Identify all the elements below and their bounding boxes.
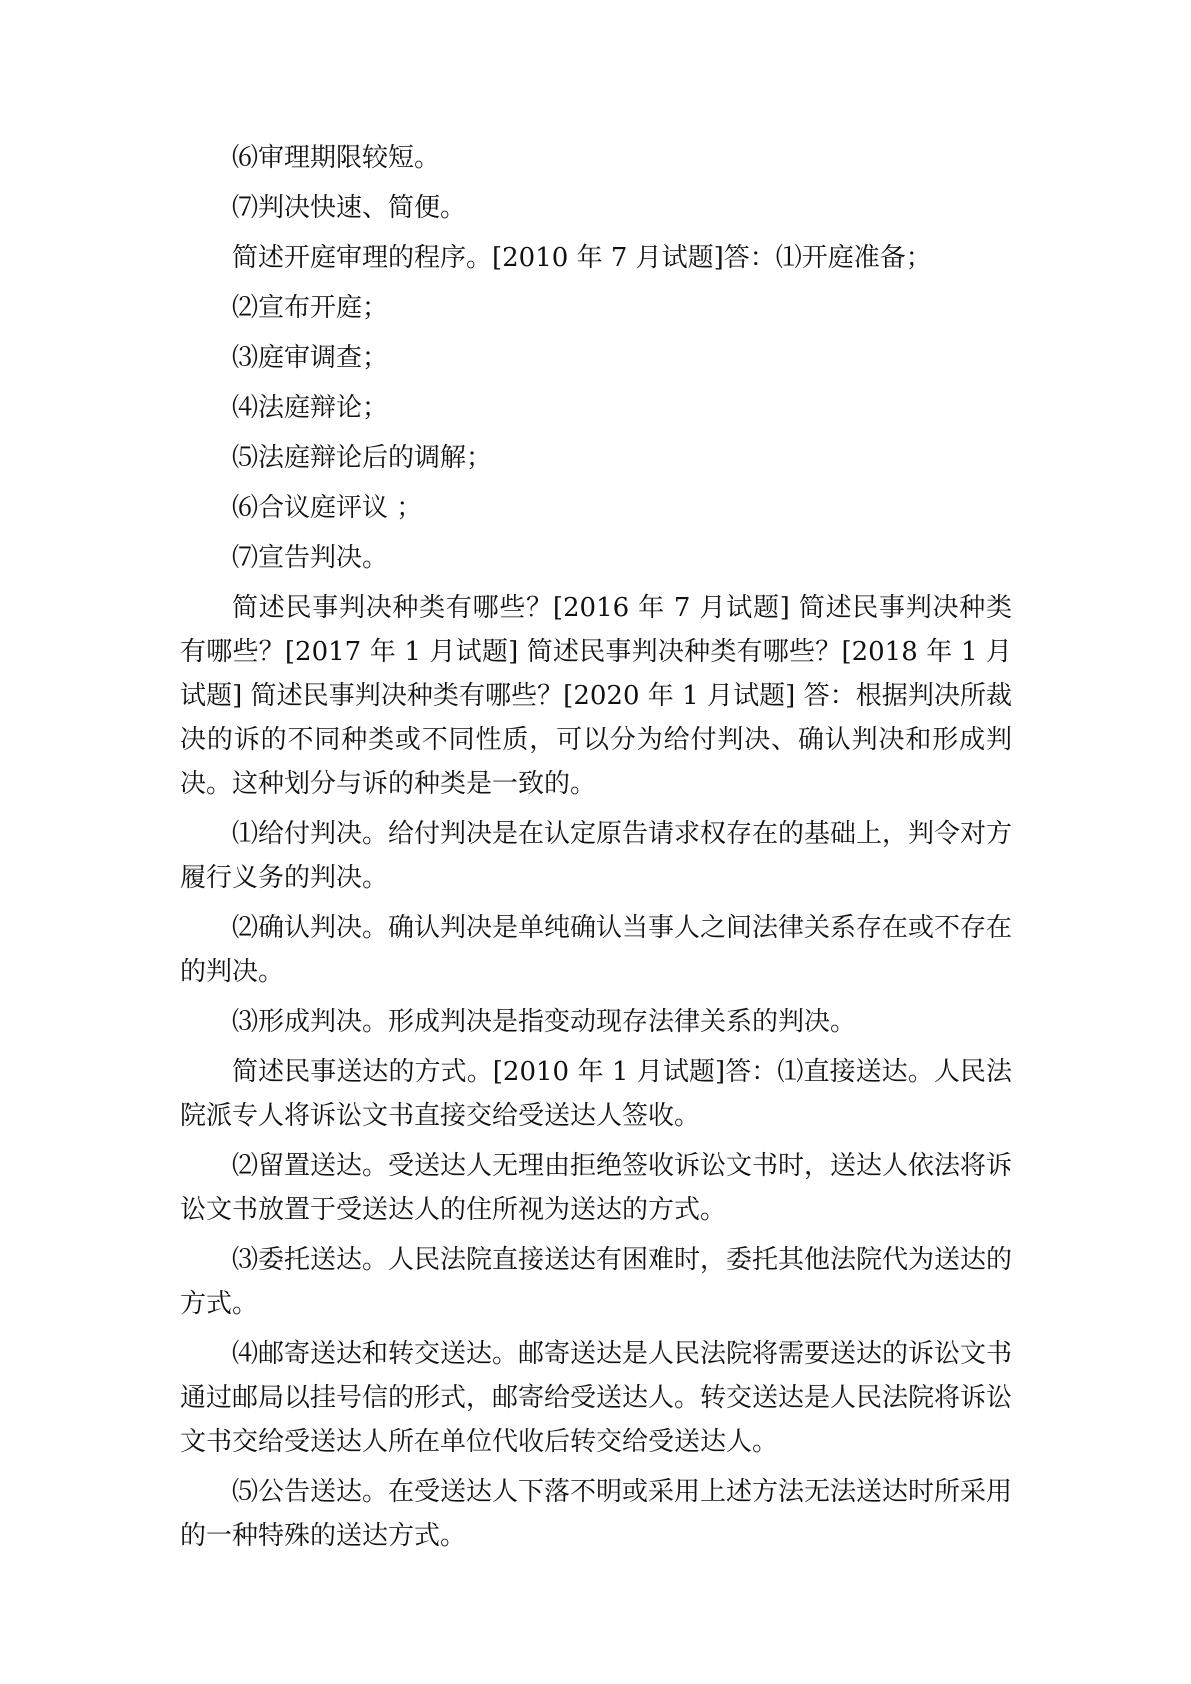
paragraph-9: ⑺宣告判决。: [232, 543, 389, 573]
paragraph-3: 简述开庭审理的程序。[2010 年 7 月试题]答：⑴开庭准备；: [232, 243, 932, 273]
paragraph-5: ⑶庭审调查；: [232, 343, 389, 373]
paragraph-12: ⑵确认判决。确认判决是单纯确认当事人之间法律关系存在或不存在的判决。: [180, 913, 1013, 987]
paragraph-6: ⑷法庭辩论；: [232, 393, 389, 423]
paragraph-11: ⑴给付判决。给付判决是在认定原告请求权存在的基础上，判令对方履行义务的判决。: [180, 819, 1013, 893]
paragraph-10: 简述民事判决种类有哪些？[2016 年 7 月试题] 简述民事判决种类有哪些？[2017 年 1 月试题] 简述民事判决种类有哪些？[2018 年 1 月试题] 简述民事判决种类有哪些？[2020 年 1 月试题] 答：根据判决所裁决的诉的不同种类或不同性质，可以分为给付判决、确认判决和形成判决。这种划分与诉的种类是一致的。: [180, 593, 1012, 799]
paragraph-7: ⑸法庭辩论后的调解；: [232, 443, 493, 473]
paragraph-4: ⑵宣布开庭；: [232, 293, 389, 323]
paragraph-17: ⑷邮寄送达和转交送达。邮寄送达是人民法院将需要送达的诉讼文书通过邮局以挂号信的形式，邮寄给受送达人。转交送达是人民法院将诉讼文书交给受送达人所在单位代收后转交给受送达人。: [180, 1339, 1013, 1457]
paragraph-2: ⑺判决快速、简便。: [232, 193, 467, 223]
paragraph-1: ⑹审理期限较短。: [232, 143, 441, 173]
document-page: [180, 136, 1012, 1564]
paragraph-8: ⑹合议庭评议 ；: [232, 493, 423, 523]
paragraph-14: 简述民事送达的方式。[2010 年 1 月试题]答：⑴直接送达。人民法院派专人将诉讼文书直接交给受送达人签收。: [180, 1057, 1012, 1131]
paragraph-13: ⑶形成判决。形成判决是指变动现存法律关系的判决。: [232, 1007, 857, 1037]
paragraph-16: ⑶委托送达。人民法院直接送达有困难时，委托其他法院代为送达的方式。: [180, 1245, 1013, 1319]
paragraph-15: ⑵留置送达。受送达人无理由拒绝签收诉讼文书时，送达人依法将诉讼文书放置于受送达人的住所视为送达的方式。: [180, 1151, 1013, 1225]
paragraph-18: ⑸公告送达。在受送达人下落不明或采用上述方法无法送达时所采用的一种特殊的送达方式。: [180, 1477, 1013, 1551]
